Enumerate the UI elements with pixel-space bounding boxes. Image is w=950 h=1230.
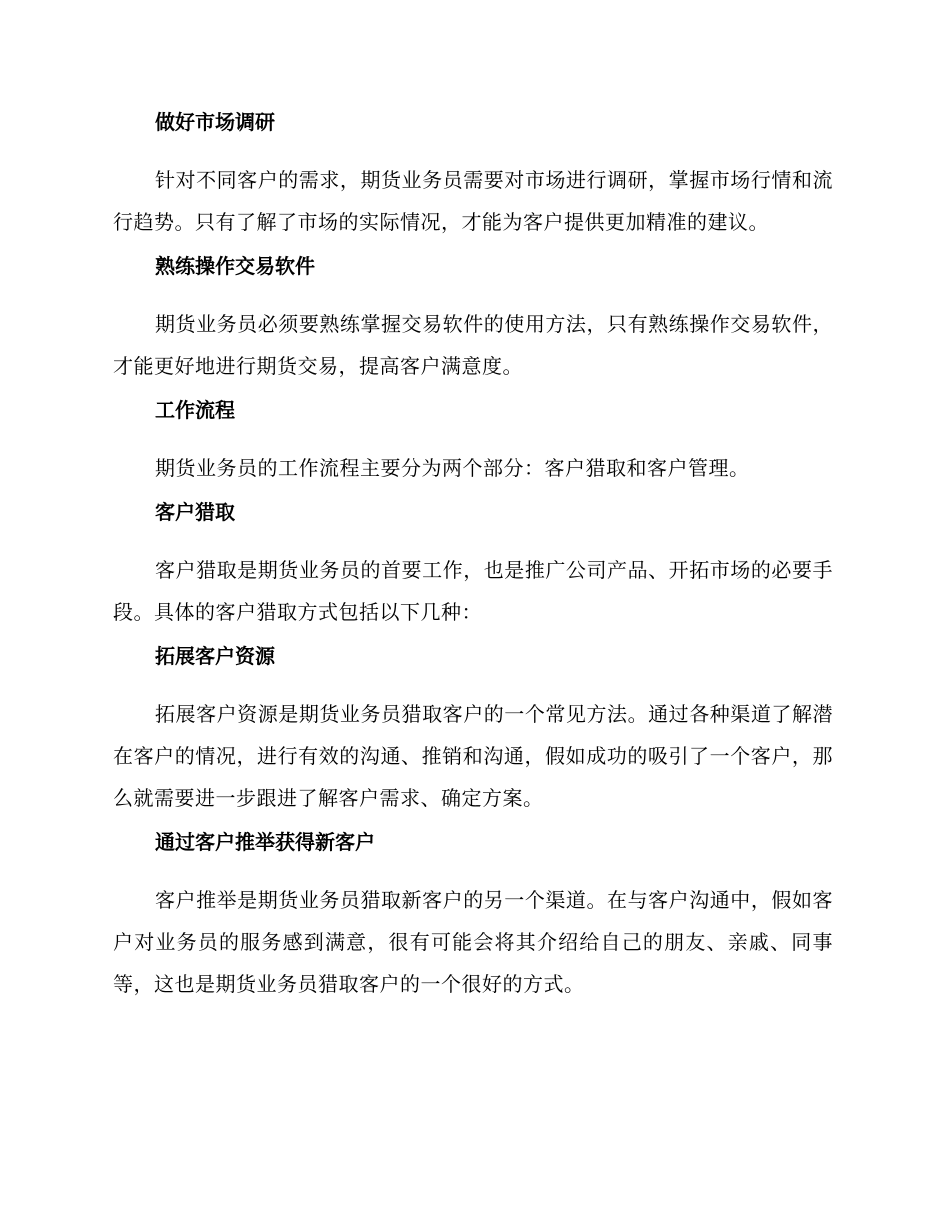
section-body-expand-resources: 拓展客户资源是期货业务员猎取客户的一个常见方法。通过各种渠道了解潜在客户的情况，进行有效的沟通、推销和沟通，假如成功的吸引了一个客户，那么就需要进一步跟进了解客户需求、确定方案。 — [113, 702, 833, 810]
document-page — [113, 107, 833, 1005]
section-body-market-research: 针对不同客户的需求，期货业务员需要对市场进行调研，掌握市场行情和流行趋势。只有了解了市场的实际情况，才能为客户提供更加精准的建议。 — [113, 168, 833, 234]
section-body-customer-acquisition: 客户猎取是期货业务员的首要工作，也是推广公司产品、开拓市场的必要手段。具体的客户猎取方式包括以下几种： — [113, 558, 833, 624]
section-body-workflow: 期货业务员的工作流程主要分为两个部分：客户猎取和客户管理。 — [155, 456, 750, 480]
section-heading-expand-resources: 拓展客户资源 — [155, 644, 275, 668]
section-body-referrals: 客户推举是期货业务员猎取新客户的另一个渠道。在与客户沟通中，假如客户对业务员的服务感到满意，很有可能会将其介绍给自己的朋友、亲戚、同事等，这也是期货业务员猎取客户的一个很好的方式。 — [113, 888, 833, 996]
section-heading-customer-acquisition: 客户猎取 — [155, 500, 235, 524]
section-body-trading-software: 期货业务员必须要熟练掌握交易软件的使用方法，只有熟练操作交易软件，才能更好地进行期货交易，提高客户满意度。 — [113, 312, 833, 378]
section-heading-referrals: 通过客户推举获得新客户 — [155, 830, 375, 854]
section-heading-workflow: 工作流程 — [155, 398, 235, 422]
section-heading-trading-software: 熟练操作交易软件 — [155, 254, 315, 278]
section-heading-market-research: 做好市场调研 — [155, 110, 275, 134]
